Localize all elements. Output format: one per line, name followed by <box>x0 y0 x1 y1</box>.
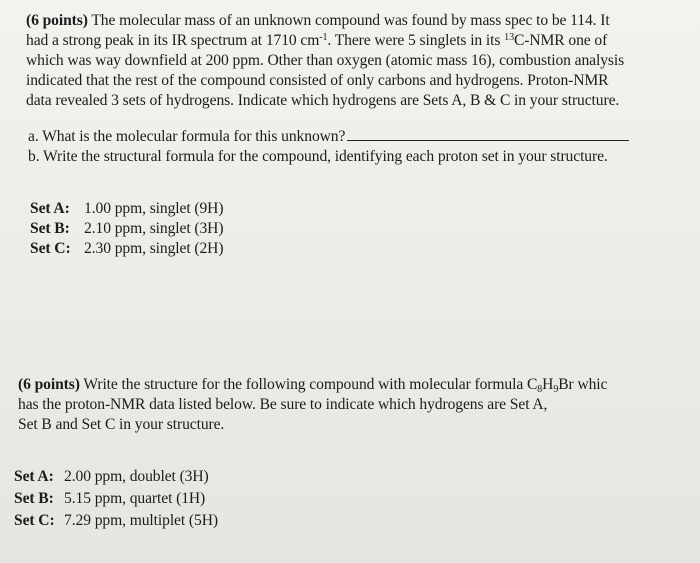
problem-2-points: (6 points) <box>18 376 80 393</box>
problem-1-line-1: (6 points) The molecular mass of an unknown compound was found by mass spec to be 114. It <box>26 12 610 29</box>
p1-set-a: Set A: 1.00 ppm, singlet (9H) <box>30 200 224 217</box>
problem-1-line-4: indicated that the rest of the compound consisted of only carbons and hydrogens. Proton-NMR <box>26 72 609 89</box>
p2-set-a: Set A: 2.00 ppm, doublet (3H) <box>14 468 209 485</box>
problem-1-line-3: which was way downfield at 200 ppm. Other than oxygen (atomic mass 16), combustion analysis <box>26 52 625 69</box>
p1-set-c: Set C: 2.30 ppm, singlet (2H) <box>30 240 224 257</box>
question-b: b. Write the structural formula for the compound, identifying each proton set in your structure. <box>28 148 608 165</box>
problem-2-line-3: Set B and Set C in your structure. <box>18 416 225 433</box>
answer-blank <box>347 130 629 141</box>
problem-1-points: (6 points) <box>26 12 88 29</box>
problem-2-line-2: has the proton-NMR data listed below. Be sure to indicate which hydrogens are Set A, <box>18 396 548 413</box>
problem-2-line-1: (6 points) Write the structure for the following compound with molecular formula $C_8H_9Br$ whic <box>18 376 608 395</box>
p2-set-c: Set C: 7.29 ppm, multiplet (5H) <box>14 512 218 529</box>
question-a: a. What is the molecular formula for this unknown? <box>28 128 629 146</box>
problem-1-line-5: data revealed 3 sets of hydrogens. Indicate which hydrogens are Sets A, B & C in your structure. <box>26 92 620 109</box>
p1-set-b: Set B: 2.10 ppm, singlet (3H) <box>30 220 224 237</box>
problem-1-line-2: had a strong peak in its IR spectrum at 1710 $cm^{-1}$. There were 5 singlets in its $^{13}$C-NMR one of <box>26 32 608 49</box>
p2-set-b: Set B: 5.15 ppm, quartet (1H) <box>14 490 206 507</box>
